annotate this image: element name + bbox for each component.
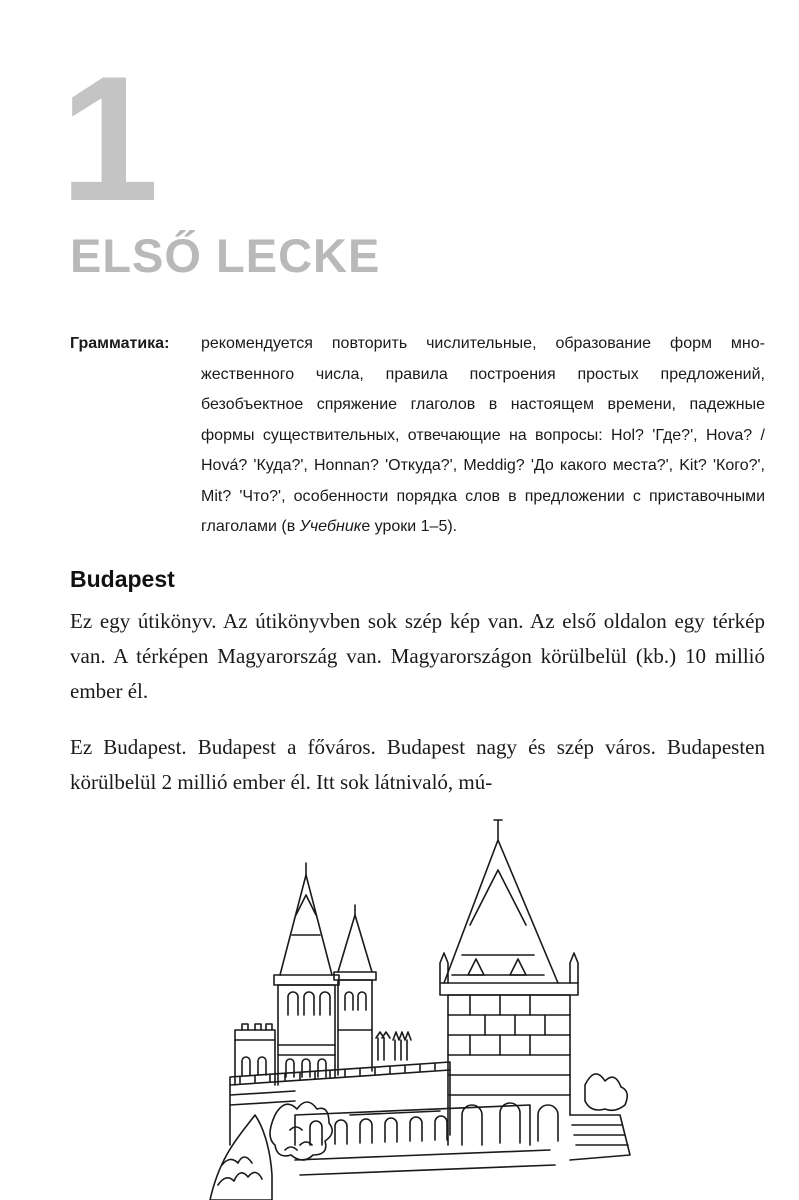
grammar-text-end: е уроки 1–5). bbox=[361, 518, 458, 535]
section-heading: Budapest bbox=[70, 566, 175, 592]
fishermans-bastion-drawing-icon bbox=[200, 815, 640, 1200]
grammar-note bbox=[70, 329, 765, 543]
grammar-text-main: рекомендуется повторить числительные, образование форм множественного числа, правила построения простых предложений, безобъектное спряжение глаголов в настоящем времени, падежные формы существительных, отвечающие на вопросы: Hol? 'Где?', Hova? / Hová? 'Куда?', Honnan? 'Откуда?', Meddig? 'До какого места?', Kit? 'Кого?', Mit? 'Что?', особенности порядка слов в предложении с приставочными глаголами (в bbox=[201, 335, 765, 535]
grammar-text bbox=[201, 329, 765, 543]
paragraph-2: Ez Budapest. Budapest a főváros. Budapest nagy és szép város. Budapesten körülbelül 2 millió ember él. Itt sok látnivaló, mú- bbox=[70, 735, 765, 794]
grammar-text-italic: Учебник bbox=[299, 518, 362, 535]
paragraph-1: Ez egy útikönyv. Az útikönyvben sok szép kép van. Az első oldalon egy térkép van. A térképen Magyarország van. Magyarországon körülbelül (kb.) 10 millió ember él. bbox=[70, 609, 765, 703]
grammar-label: Грамматика: bbox=[70, 335, 170, 352]
chapter-number: 1 bbox=[60, 39, 155, 238]
lesson-title: ELSŐ LECKE bbox=[70, 229, 381, 282]
